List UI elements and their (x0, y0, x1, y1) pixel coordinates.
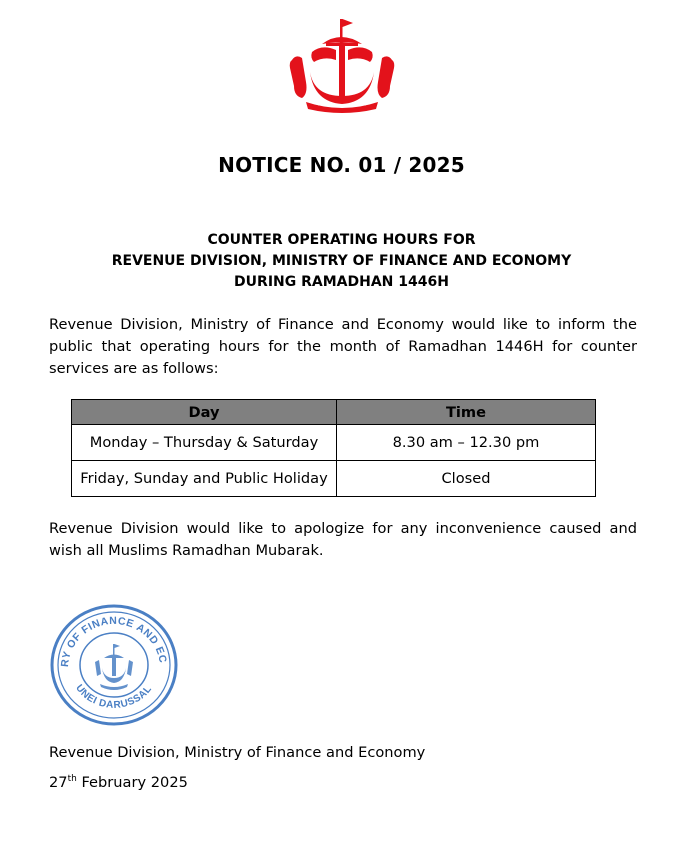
signoff-text: Revenue Division, Ministry of Finance and Economy (49, 744, 426, 761)
title-line-2: REVENUE DIVISION, MINISTRY OF FINANCE AND ECONOMY (111, 253, 572, 269)
seal-top-text: RY OF FINANCE AND EC (58, 614, 169, 668)
row-1-day: Monday – Thursday & Saturday (72, 425, 337, 461)
notice-title (0, 230, 683, 293)
seal-icon (48, 602, 180, 728)
table-header-row (72, 400, 596, 425)
date-rest: February 2025 (76, 774, 188, 791)
title-line-1: COUNTER OPERATING HOURS FOR (207, 232, 476, 248)
national-crest-logo (282, 16, 402, 114)
crest-icon (282, 16, 402, 114)
row-2-time: Closed (337, 461, 596, 497)
row-1-time: 8.30 am – 12.30 pm (337, 425, 596, 461)
table-row (72, 425, 596, 461)
date-day: 27 (49, 774, 68, 791)
ministry-seal-stamp (48, 602, 180, 728)
header-day: Day (72, 400, 337, 425)
seal-bottom-text: UNEI DARUSSAL (73, 682, 155, 711)
notice-number: NOTICE NO. 01 / 2025 (218, 153, 465, 177)
closing-paragraph: Revenue Division would like to apologize for any inconvenience caused and wish all Muslims Ramadhan Mubarak. (49, 520, 637, 559)
table-row (72, 461, 596, 497)
date-suffix: th (67, 774, 77, 785)
row-2-day: Friday, Sunday and Public Holiday (72, 461, 337, 497)
title-line-3: DURING RAMADHAN 1446H (234, 274, 449, 290)
header-time: Time (337, 400, 596, 425)
notice-date (49, 772, 188, 794)
operating-hours-table (71, 399, 596, 497)
intro-paragraph: Revenue Division, Ministry of Finance and Economy would like to inform the public that operating hours for the month of Ramadhan 1446H for counter services are as follows: (49, 316, 637, 377)
